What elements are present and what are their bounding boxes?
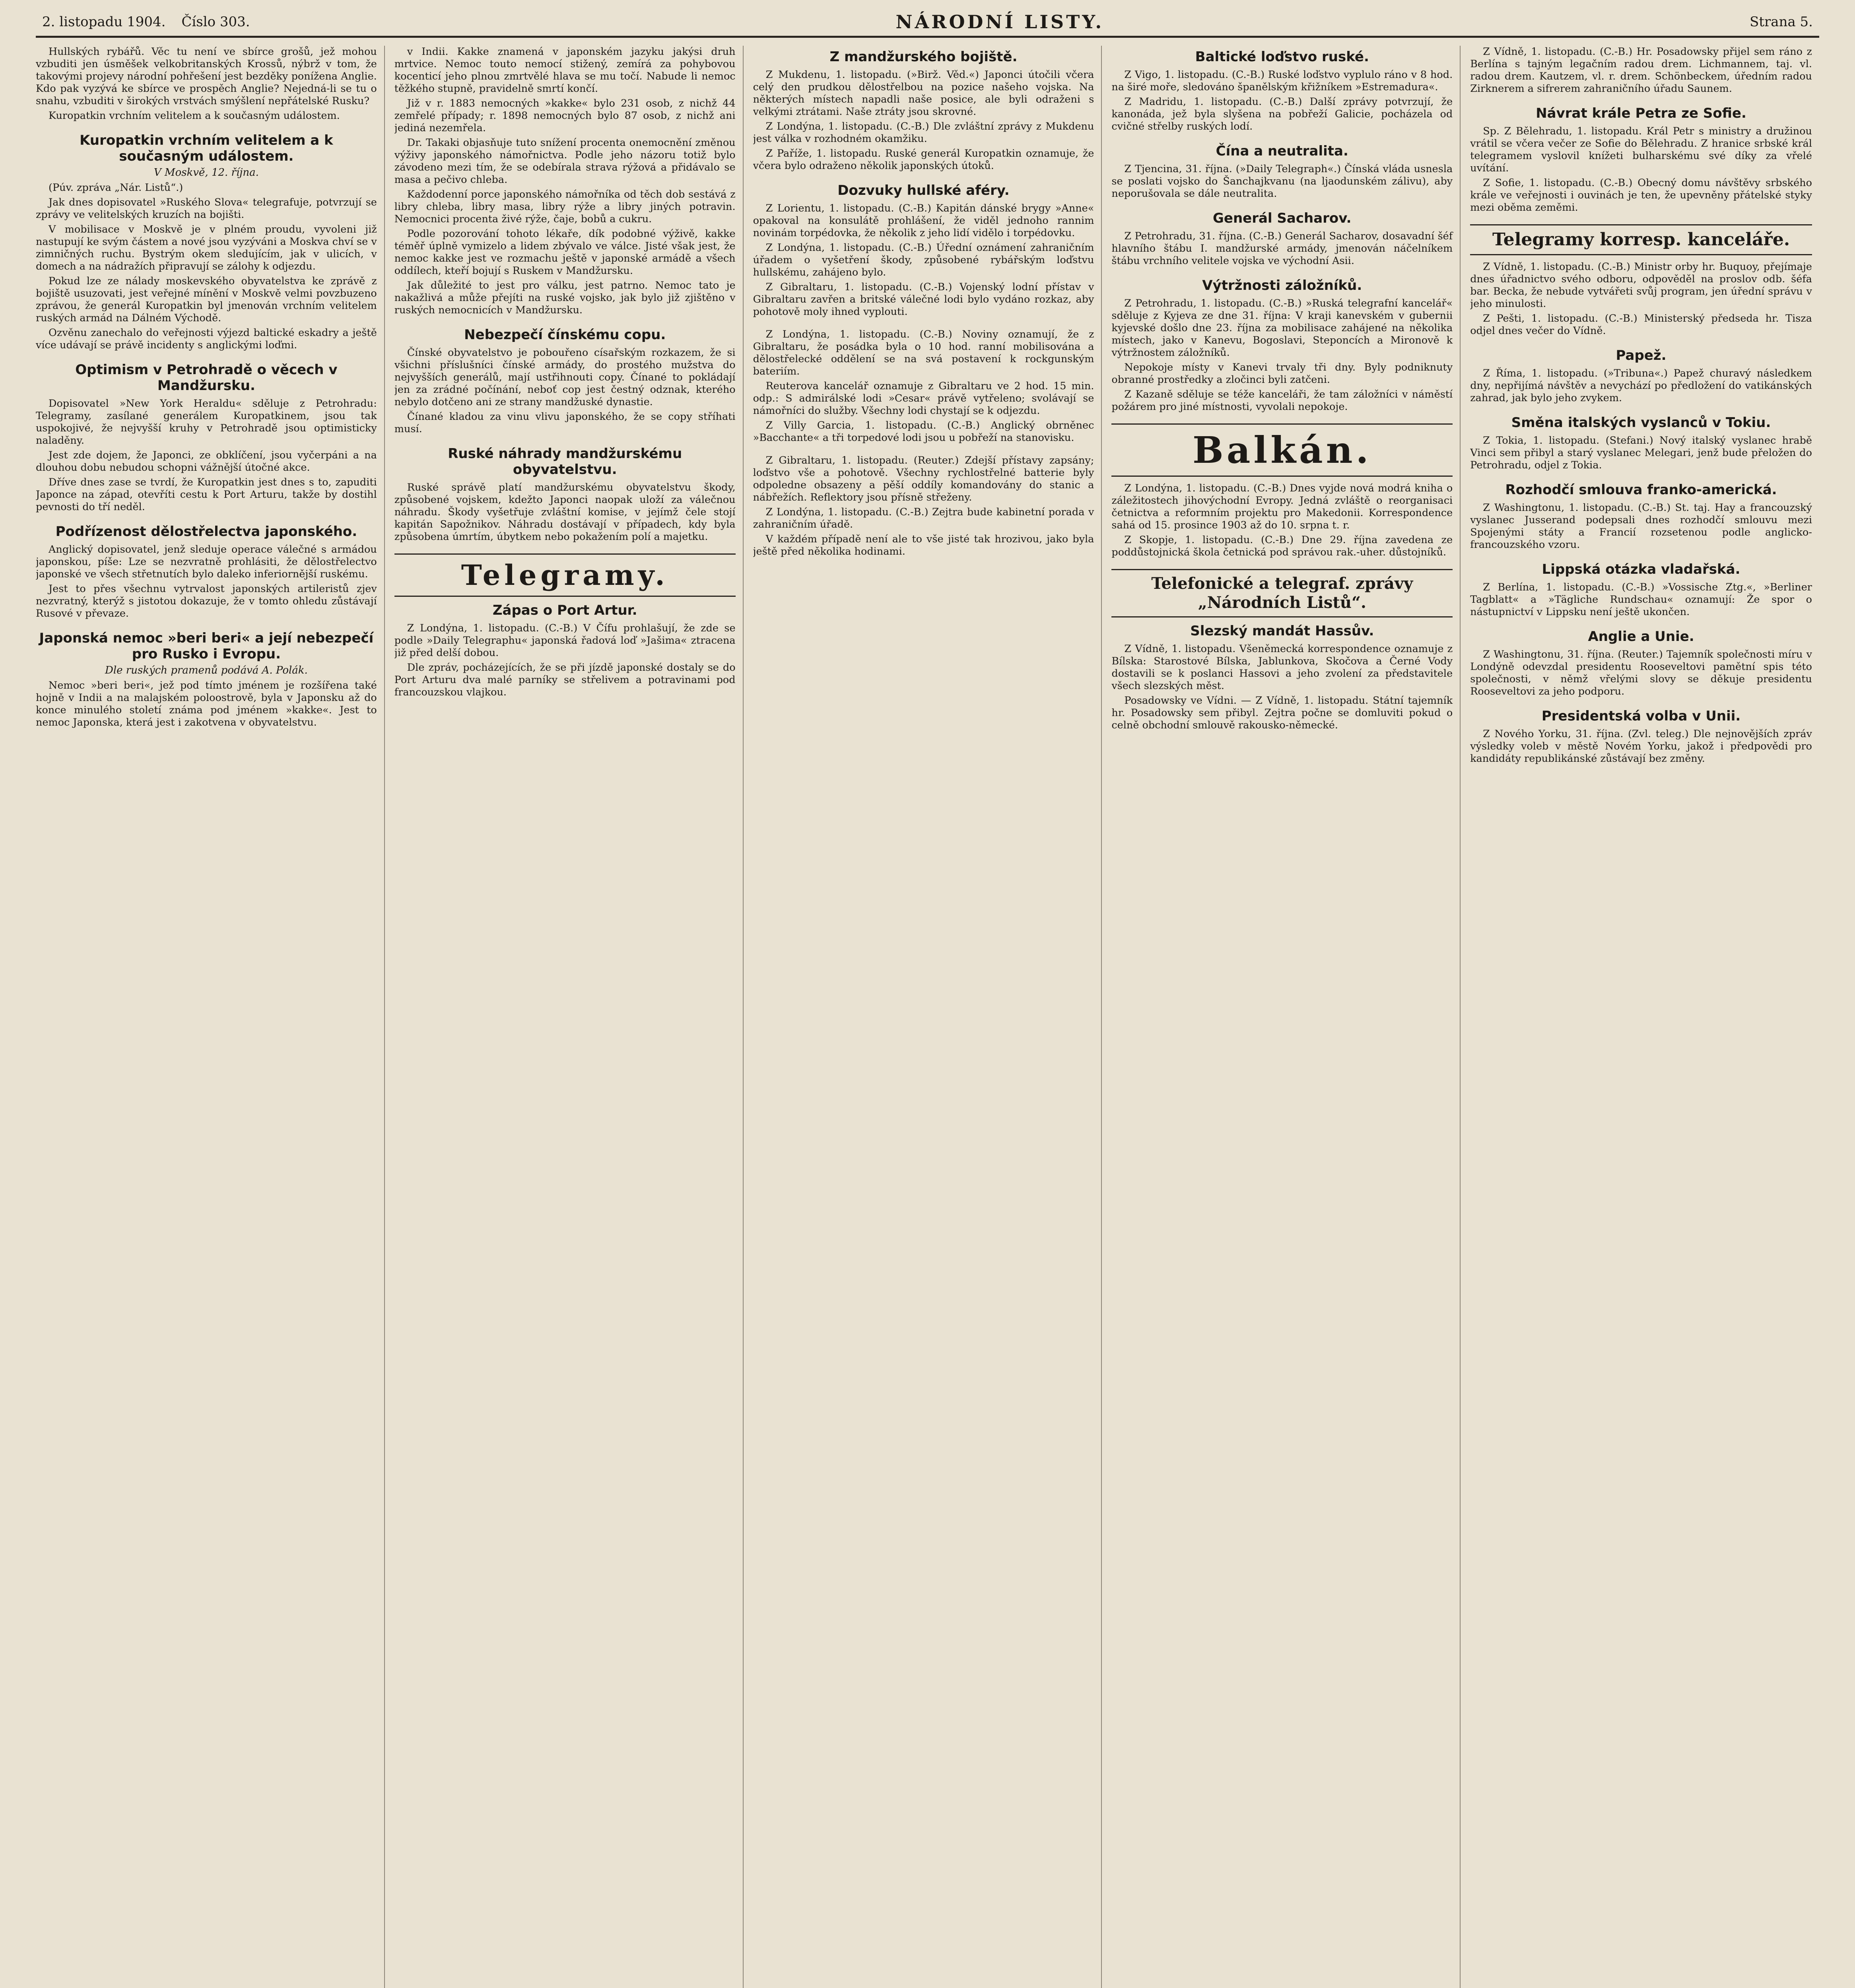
article-paragraph: Z Petrohradu, 31. října. (C.-B.) Generál Sacharov, dosavadní šéf hlavního štábu I. mandžurské armády, jmenován náčelníkem štábu vrchního velitele vojska ve východní Asii. bbox=[1111, 230, 1453, 267]
article-heading: Generál Sacharov. bbox=[1212, 210, 1352, 226]
article-paragraph: v Indii. Kakke znamená v japonském jazyku jakýsi druh mrtvice. Nemoc touto nemocí stižený, zemírá za pohybovou kocenticí jeho plnou zmrtvělé hlava se mu točí. Nabude li nemoc těžkého stupně, pravidelně smrtí končí. bbox=[394, 46, 736, 95]
article-paragraph: Anglický dopisovatel, jenž sleduje operace válečné s armádou japonskou, píše: Lze se nezvratně prohlásiti, že dělostřelectvo japonské ve všech střetnutích bylo daleko inferiornější ruskému. bbox=[36, 544, 377, 580]
article-dateline: Dle ruských pramenů podává A. Polák. bbox=[105, 664, 308, 676]
article bbox=[753, 328, 1094, 444]
article bbox=[394, 446, 736, 543]
article-heading: Čína a neutralita. bbox=[1216, 143, 1348, 159]
article bbox=[753, 182, 1094, 318]
article-heading: Směna italských vyslanců v Tokiu. bbox=[1511, 415, 1771, 431]
article-paragraph: Z Londýna, 1. listopadu. (C.-B.) Noviny oznamují, že z Gibraltaru, že posádka byla o 10 hod. ranní mobilisována a dělostřelecké oddělení se na svá postavení k rockgunským bateriím. bbox=[753, 328, 1094, 377]
article bbox=[1470, 708, 1812, 765]
article bbox=[36, 46, 377, 122]
article-paragraph: (Púv. zpráva „Nár. Listů“.) bbox=[49, 182, 183, 194]
article-paragraph: Jak důležité to jest pro válku, jest patrno. Nemoc tato je nakažlivá a může přejíti na ruské vojsko, jak bylo již zjištěno v ruských nemocnicích v Mandžursku. bbox=[394, 280, 736, 316]
issue-number: Číslo 303. bbox=[181, 14, 250, 30]
article bbox=[1470, 46, 1812, 95]
article-paragraph: Z Skopje, 1. listopadu. (C.-B.) Dne 29. října zavedena ze poddůstojnická škola četnická pod správou rak.-uher. důstojníků. bbox=[1111, 534, 1453, 558]
article-heading: Návrat krále Petra ze Sofie. bbox=[1536, 105, 1746, 121]
article bbox=[1111, 423, 1453, 559]
article bbox=[394, 553, 736, 699]
section-banner-heading: Balkán. bbox=[1111, 423, 1453, 477]
article-paragraph: Hullských rybářů. Věc tu není ve sbírce grošů, jež mohou vzbuditi jen úsměšek velkobritanských Krossů, nýbrž v tom, že takovými projevy národní pohřešení jest bezděky ponížena Anglie. Kdo pak vyzývá ke sbírce ve prospěch Anglie? Nejedná-li se tu o snahu, vzbuditi v širokých vrstvách smýšlení nepřátelské Rusku? bbox=[36, 46, 377, 107]
article-paragraph: Jak dnes dopisovatel »Ruského Slova« telegrafuje, potvrzují se zprávy ve velitelských kruzích na bojišti. bbox=[36, 196, 377, 221]
article bbox=[394, 46, 736, 316]
article-paragraph: Z Londýna, 1. listopadu. (C.-B.) Zejtra bude kabinetní porada v zahraničním úřadě. bbox=[753, 506, 1094, 530]
article-paragraph: Z Vídně, 1. listopadu. (C.-B.) Ministr orby hr. Buquoy, přejímaje dnes úřadnictvo svého odboru, odpověděl na proslov odb. šéfa bar. Becka, že nebude vytvářeti svůj program, jen úřední správu v jeho minulosti. bbox=[1470, 261, 1812, 310]
article-paragraph: V každém případě není ale to vše jisté tak hrozivou, jako byla ještě před několika hodinami. bbox=[753, 533, 1094, 557]
article-paragraph: Ruské správě platí mandžurskému obyvatelstvu škody, způsobené vojskem, kdežto Japonci naopak uloží za válečnou náhradu. Škody vyšetřuje zvláštní komise, v jejímž čele stojí kapitán Sapožnikov. Náhradu dostávají v případech, kdy byla způsobena úmrtím, úbytkem nebo pokažením polí a majetku. bbox=[394, 481, 736, 543]
article-heading: Rozhodčí smlouva franko-americká. bbox=[1505, 482, 1777, 498]
article-paragraph: Dříve dnes zase se tvrdí, že Kuropatkin jest dnes s to, zapuditi Japonce na západ, otevříti cestu k Port Arturu, takže by dostihl pevnosti do tří neděl. bbox=[36, 476, 377, 513]
article-heading: Lippská otázka vladařská. bbox=[1542, 561, 1740, 577]
article-paragraph: Z Mukdenu, 1. listopadu. (»Birž. Věd.«) Japonci útočili včera celý den prudkou dělostřelbou na pozice našeho vojska. Na některých místech napadli naše posice, ale byli odraženi s velkými ztrátami. Naše ztráty jsou skrovné. bbox=[753, 69, 1094, 118]
columns-container bbox=[36, 46, 1819, 1988]
article-paragraph: Nemoc »beri beri«, jež pod tímto jménem je rozšířena také hojně v Indii a na malajském poloostrově, byla v Japonsku až do konce minulého století známa pod jménem »kakke«. Jest to nemoc Japonska, která jest i zakotvena v obyvatelstvu. bbox=[36, 679, 377, 728]
article-paragraph: Z Londýna, 1. listopadu. (C.-B.) Úřední oznámení zahraničním úřadem o vyšetření škody, způsobené rybářským loďstvu hullskému, zahájeno bylo. bbox=[753, 242, 1094, 278]
masthead-left bbox=[42, 14, 250, 30]
column-5 bbox=[1470, 46, 1819, 1988]
section-banner-heading: Telefonické a telegraf. zprávy „Národních Listů“. bbox=[1111, 569, 1453, 617]
article-paragraph: Podle pozorování tohoto lékaře, dík podobné výživě, kakke téměř úplně vymizelo a lidem zbývalo ve válce. Jisté však jest, že nemoc kakke jest ve rozmachu ještě v japonské armádě a všech oddílech, kteří bojují s Ruskem v Mandžursku. bbox=[394, 228, 736, 277]
article bbox=[1470, 348, 1812, 404]
article-heading: Výtržnosti záložníků. bbox=[1202, 278, 1362, 293]
section-banner-heading: Telegramy korresp. kanceláře. bbox=[1470, 224, 1812, 255]
article bbox=[1111, 49, 1453, 133]
column-2 bbox=[394, 46, 744, 1988]
article-paragraph: Nepokoje místy v Kanevi trvaly tři dny. Byly podniknuty obranné prostředky a zločinci byli zatčeni. bbox=[1111, 361, 1453, 386]
article bbox=[36, 630, 377, 729]
article-paragraph: Z Lorientu, 1. listopadu. (C.-B.) Kapitán dánské brygy »Anne« opakoval na konsulátě prohlášení, že viděl jednoho rannim novinám torpédovka, že několik z jeho lidí vidělo i torpédovku. bbox=[753, 202, 1094, 239]
article bbox=[1470, 105, 1812, 214]
article-paragraph: Pokud lze ze nálady moskevského obyvatelstva ke zprávě z bojiště usuzovati, jest veřejné mínění v Moskvě velmi povzbuzeno zprávou, že generál Kuropatkin byl jmenován vrchním velitelem ruských armád na Dálném Východě. bbox=[36, 275, 377, 324]
article-paragraph: Z Washingtonu, 1. listopadu. (C.-B.) St. taj. Hay a francouzský vyslanec Jusserand podepsali dnes rozhodčí smlouvu mezi Spojenými státy a Francií rozsetenou podle anglicko-francouzského vzoru. bbox=[1470, 502, 1812, 551]
article-heading: Zápas o Port Artur. bbox=[492, 602, 637, 618]
article bbox=[753, 49, 1094, 172]
article-paragraph: Z Londýna, 1. listopadu. (C.-B.) V Čífu prohlašují, že zde se podle »Daily Telegraphu« japonská řadová loď »Jašima« ztracena již před delší dobou. bbox=[394, 622, 736, 659]
article-paragraph: Čínané kladou za vinu vlivu japonského, že se copy stříhati musí. bbox=[394, 411, 736, 435]
article-paragraph: Z Říma, 1. listopadu. (»Tribuna«.) Papež churavý následkem dny, nepřijímá návštěv a nevychází po předložení do vatikánských zahrad, jak bylo jeho zvykem. bbox=[1470, 367, 1812, 404]
article-heading: Kuropatkin vrchním velitelem a k současným událostem. bbox=[80, 132, 333, 164]
article-heading: Nebezpečí čínskému copu. bbox=[464, 327, 666, 343]
issue-date: 2. listopadu 1904. bbox=[42, 14, 166, 30]
article-paragraph: Dr. Takaki objasňuje tuto snížení procenta onemocnění změnou výživy japonského námořnictva. Podle jeho názoru totiž bylo závodeno mezi tím, že se odebírala strava rýžová a přidávalo se masa a pečivo chleba. bbox=[394, 137, 736, 186]
article-heading: Dozvuky hullské aféry. bbox=[837, 182, 1010, 198]
article bbox=[1470, 224, 1812, 337]
column-1 bbox=[36, 46, 385, 1988]
article-paragraph: Již v r. 1883 nemocných »kakke« bylo 231 osob, z nichž 44 zemřelé případy; r. 1898 nemocných bylo 87 osob, z nichž ani jediná nezemřela. bbox=[394, 97, 736, 134]
article bbox=[1470, 415, 1812, 472]
article-paragraph: Kuropatkin vrchním velitelem a k současným událostem. bbox=[49, 110, 340, 122]
article-paragraph: Z Londýna, 1. listopadu. (C.-B.) Dnes vyjde nová modrá kniha o záležitostech jihovýchodní Evropy. Jedná zvláště o reorganisaci četnictva a reformním projektu pro Makedonii. Korrespondence sahá od 15. prosince 1903 až do 10. srpna t. r. bbox=[1111, 482, 1453, 531]
article bbox=[36, 132, 377, 351]
article-dateline: V Moskvě, 12. října. bbox=[153, 167, 259, 179]
article-heading: Papež. bbox=[1616, 348, 1667, 363]
article-heading: Baltické loďstvo ruské. bbox=[1195, 49, 1369, 65]
article-paragraph: Každodenní porce japonského námořníka od těch dob sestává z libry chleba, libry masa, libry rýže a libry jiných potravin. Nemocnici procenta živé rýže, čaje, bobů a cukru. bbox=[394, 188, 736, 225]
article bbox=[1470, 561, 1812, 618]
article bbox=[394, 327, 736, 435]
article-paragraph: Z Vídně, 1. listopadu. (C.-B.) Hr. Posadowsky přijel sem ráno z Berlína s tajným legačním radou drem. Lichmannem, taj. vl. radou drem. Kautzem, vl. r. drem. Schönbeckem, úředním radou Zirknerem a sifrerem zahraničního úřadu Saunem. bbox=[1470, 46, 1812, 95]
article bbox=[753, 454, 1094, 558]
article-paragraph: Čínské obyvatelstvo je pobouřeno císařským rozkazem, že si všichni příslušníci čínské armády, do prostého mužstva do nejvyšších generálů, mají ustřihnouti copy. Čínané to pokládají jen za zrádné počínání, neboť cop jest čestný odznak, kterého nebylo dotčeno ani ze strany mandžuské dynastie. bbox=[394, 347, 736, 408]
article-paragraph: Z Vídně, 1. listopadu. Všeněmecká korrespondence oznamuje z Bílska: Starostové Bílska, Jablunkova, Skočova a Černé Vody dostavili se k poslanci Hassovi a jeho zvolení za představitele všech slezských měst. bbox=[1111, 643, 1453, 692]
article-paragraph: Sp. Z Bělehradu, 1. listopadu. Král Petr s ministry a družinou vrátil se včera večer ze Sofie do Bělehradu. Z hranice srbské král telegramem vyslovil knížeti bulharskému své díky za vřelé uvítání. bbox=[1470, 125, 1812, 174]
article-heading: Optimism v Petrohradě o věcech v Mandžursku. bbox=[75, 362, 338, 394]
article bbox=[1111, 143, 1453, 200]
article bbox=[36, 524, 377, 620]
article-paragraph: Dle zpráv, pocházejících, že se při jízdě japonské dostaly se do Port Arturu dva malé parníky se střelivem a potravinami pod francouzskou vlajkou. bbox=[394, 662, 736, 698]
article-paragraph: Z Tjencina, 31. října. (»Daily Telegraph«.) Čínská vláda usnesla se poslati vojsko do Šanchajkvanu (na ljaodunském zálivu), aby neporušovala se dále neutralita. bbox=[1111, 163, 1453, 200]
article bbox=[36, 362, 377, 513]
article bbox=[1111, 210, 1453, 267]
section-banner-heading: Telegramy. bbox=[394, 553, 736, 597]
article-paragraph: Reuterova kancelář oznamuje z Gibraltaru ve 2 hod. 15 min. odp.: S admirálské lodi »Cesar« právě vytřeleno; svolávají se námořníci do služby. Všechny lodi chystají se k odjezdu. bbox=[753, 380, 1094, 417]
article-paragraph: Dopisovatel »New York Heraldu« sděluje z Petrohradu: Telegramy, zasílané generálem Kuropatkinem, jsou tak uspokojivé, že nejvyšší kruhy v Petrohradě jsou optimisticky naladěny. bbox=[36, 398, 377, 447]
article bbox=[1111, 278, 1453, 413]
article-paragraph: Z Washingtonu, 31. října. (Reuter.) Tajemník společnosti míru v Londýně odevzdal presidentu Rooseveltovi pamětní spis této společnosti, v němž vřelými slovy se děkuje presidentu Rooseveltovi za jeho podporu. bbox=[1470, 648, 1812, 697]
article-heading: Presidentská volba v Unii. bbox=[1541, 708, 1741, 724]
article-heading: Podřízenost dělostřelectva japonského. bbox=[55, 524, 357, 540]
article-paragraph: Z Vigo, 1. listopadu. (C.-B.) Ruské loďstvo vyplulo ráno v 8 hod. na širé moře, sledováno španělským křižníkem »Estremadura«. bbox=[1111, 69, 1453, 93]
article-heading: Anglie a Unie. bbox=[1588, 629, 1694, 645]
article-paragraph: Z Gibraltaru, 1. listopadu. (Reuter.) Zdejší přístavy zapsány; loďstvo vše a pohotově. Všechny rychlostřelné batterie byly odpoledne obsazeny a pěší oddíly komandovány do stanic a nábřežích. Reflektory jsou přísně střeženy. bbox=[753, 454, 1094, 503]
article-paragraph: Z Villy Garcia, 1. listopadu. (C.-B.) Anglický obrněnec »Bacchante« a tři torpedové lodi jsou u pobřeží na stanovisku. bbox=[753, 419, 1094, 444]
article-paragraph: Jest to přes všechnu vytrvalost japonských artileristů zjev nezvratný, kterýž s jistotou dokazuje, že v tomto ohledu zůstávají Rusové v převaze. bbox=[36, 583, 377, 619]
article-paragraph: Posadowsky ve Vídni. — Z Vídně, 1. listopadu. Státní tajemník hr. Posadowsky sem přibyl. Zejtra počne se domluviti pokud o celně obchodní smlouvě rakousko-německé. bbox=[1111, 695, 1453, 731]
article-paragraph: Z Kazaně sděluje se téže kanceláři, že tam záložníci v náměstí požárem pro jiné místnosti, vyvolali nepokoje. bbox=[1111, 388, 1453, 413]
article-paragraph: Z Petrohradu, 1. listopadu. (C.-B.) »Ruská telegrafní kancelář« sděluje z Kyjeva ze dne 31. října: V kraji kanevském v gubernii kyjevské došlo dne 23. října za mobilisace zahájené na několika místech, jako v Kanevu, Bogoslavi, Steponcích a Mironově k výtržnostem záložníků. bbox=[1111, 297, 1453, 359]
article-paragraph: Z Paříže, 1. listopadu. Ruské generál Kuropatkin oznamuje, že včera bylo odraženo několik japonských útoků. bbox=[753, 148, 1094, 172]
article-paragraph: Z Berlína, 1. listopadu. (C.-B.) »Vossische Ztg.«, »Berliner Tagblatt« a »Tägliche Rundschau« oznamují: Že spor o nástupnictví v Lippsku není ještě ukončen. bbox=[1470, 581, 1812, 618]
article bbox=[1111, 569, 1453, 732]
masthead bbox=[36, 8, 1819, 38]
article-paragraph: Z Londýna, 1. listopadu. (C.-B.) Dle zvláštní zprávy z Mukdenu jest válka v rozhodném okamžiku. bbox=[753, 120, 1094, 145]
article-paragraph: Z Gibraltaru, 1. listopadu. (C.-B.) Vojenský lodní přístav v Gibraltaru zavřen a britské válečné lodi bylo vydáno rozkaz, aby pohotově moly ihned vyplouti. bbox=[753, 281, 1094, 318]
article-paragraph: Z Sofie, 1. listopadu. (C.-B.) Obecný domu návštěvy srbského krále ve veřejnosti i ouvinách je ten, že upevněny přátelské styky mezi oběma zeměmi. bbox=[1470, 177, 1812, 214]
article-heading: Z mandžurského bojiště. bbox=[829, 49, 1018, 65]
article-paragraph: Z Madridu, 1. listopadu. (C.-B.) Další zprávy potvrzují, že kanonáda, jež byla slyšena na pobřeží Galicie, pocházela od cvičné střelby ruských lodí. bbox=[1111, 96, 1453, 132]
column-4 bbox=[1111, 46, 1461, 1988]
article bbox=[1470, 629, 1812, 698]
article bbox=[1470, 482, 1812, 551]
article-heading: Slezský mandát Hassův. bbox=[1190, 623, 1374, 639]
newspaper-title: NÁRODNÍ LISTY. bbox=[895, 11, 1104, 33]
article-paragraph: Z Tokia, 1. listopadu. (Stefani.) Nový italský vyslanec hrabě Vinci sem přibyl a starý vyslanec Melegari, jenž bude přeložen do Petrohradu, odjel z Tokia. bbox=[1470, 435, 1812, 471]
article-heading: Japonská nemoc »beri beri« a její nebezpečí pro Rusko i Evropu. bbox=[39, 630, 374, 662]
article-paragraph: Z Pešti, 1. listopadu. (C.-B.) Ministerský předseda hr. Tisza odjel dnes večer do Vídně. bbox=[1470, 313, 1812, 337]
article-paragraph: Z Nového Yorku, 31. října. (Zvl. teleg.) Dle nejnovějších zpráv výsledky voleb v městě Novém Yorku, jakož i předpovědi pro kandidáty republikánské zůstávají bez změny. bbox=[1470, 728, 1812, 765]
column-3 bbox=[753, 46, 1102, 1988]
article-paragraph: V mobilisace v Moskvě je v plném proudu, vyvoleni již nastupují ke svým částem a nové jsou vyzýváni a Moskva chví se v zimničných ruchu. Bystrým okem sledujícím, jak v ulicích, v domech a na nádražích připravují se zálohy k odjezdu. bbox=[36, 223, 377, 272]
page-number: Strana 5. bbox=[1750, 14, 1813, 30]
article-paragraph: Jest zde dojem, že Japonci, ze obklíčení, jsou vyčerpáni a na dlouhou dobu nebudou schopni vážnější útočné akce. bbox=[36, 449, 377, 474]
article-paragraph: Ozvěnu zanechalo do veřejnosti výjezd baltické eskadry a ještě více udávají se právě incidenty s anglickými loďmi. bbox=[36, 327, 377, 351]
article-heading: Ruské náhrady mandžurskému obyvatelstvu. bbox=[448, 446, 682, 478]
